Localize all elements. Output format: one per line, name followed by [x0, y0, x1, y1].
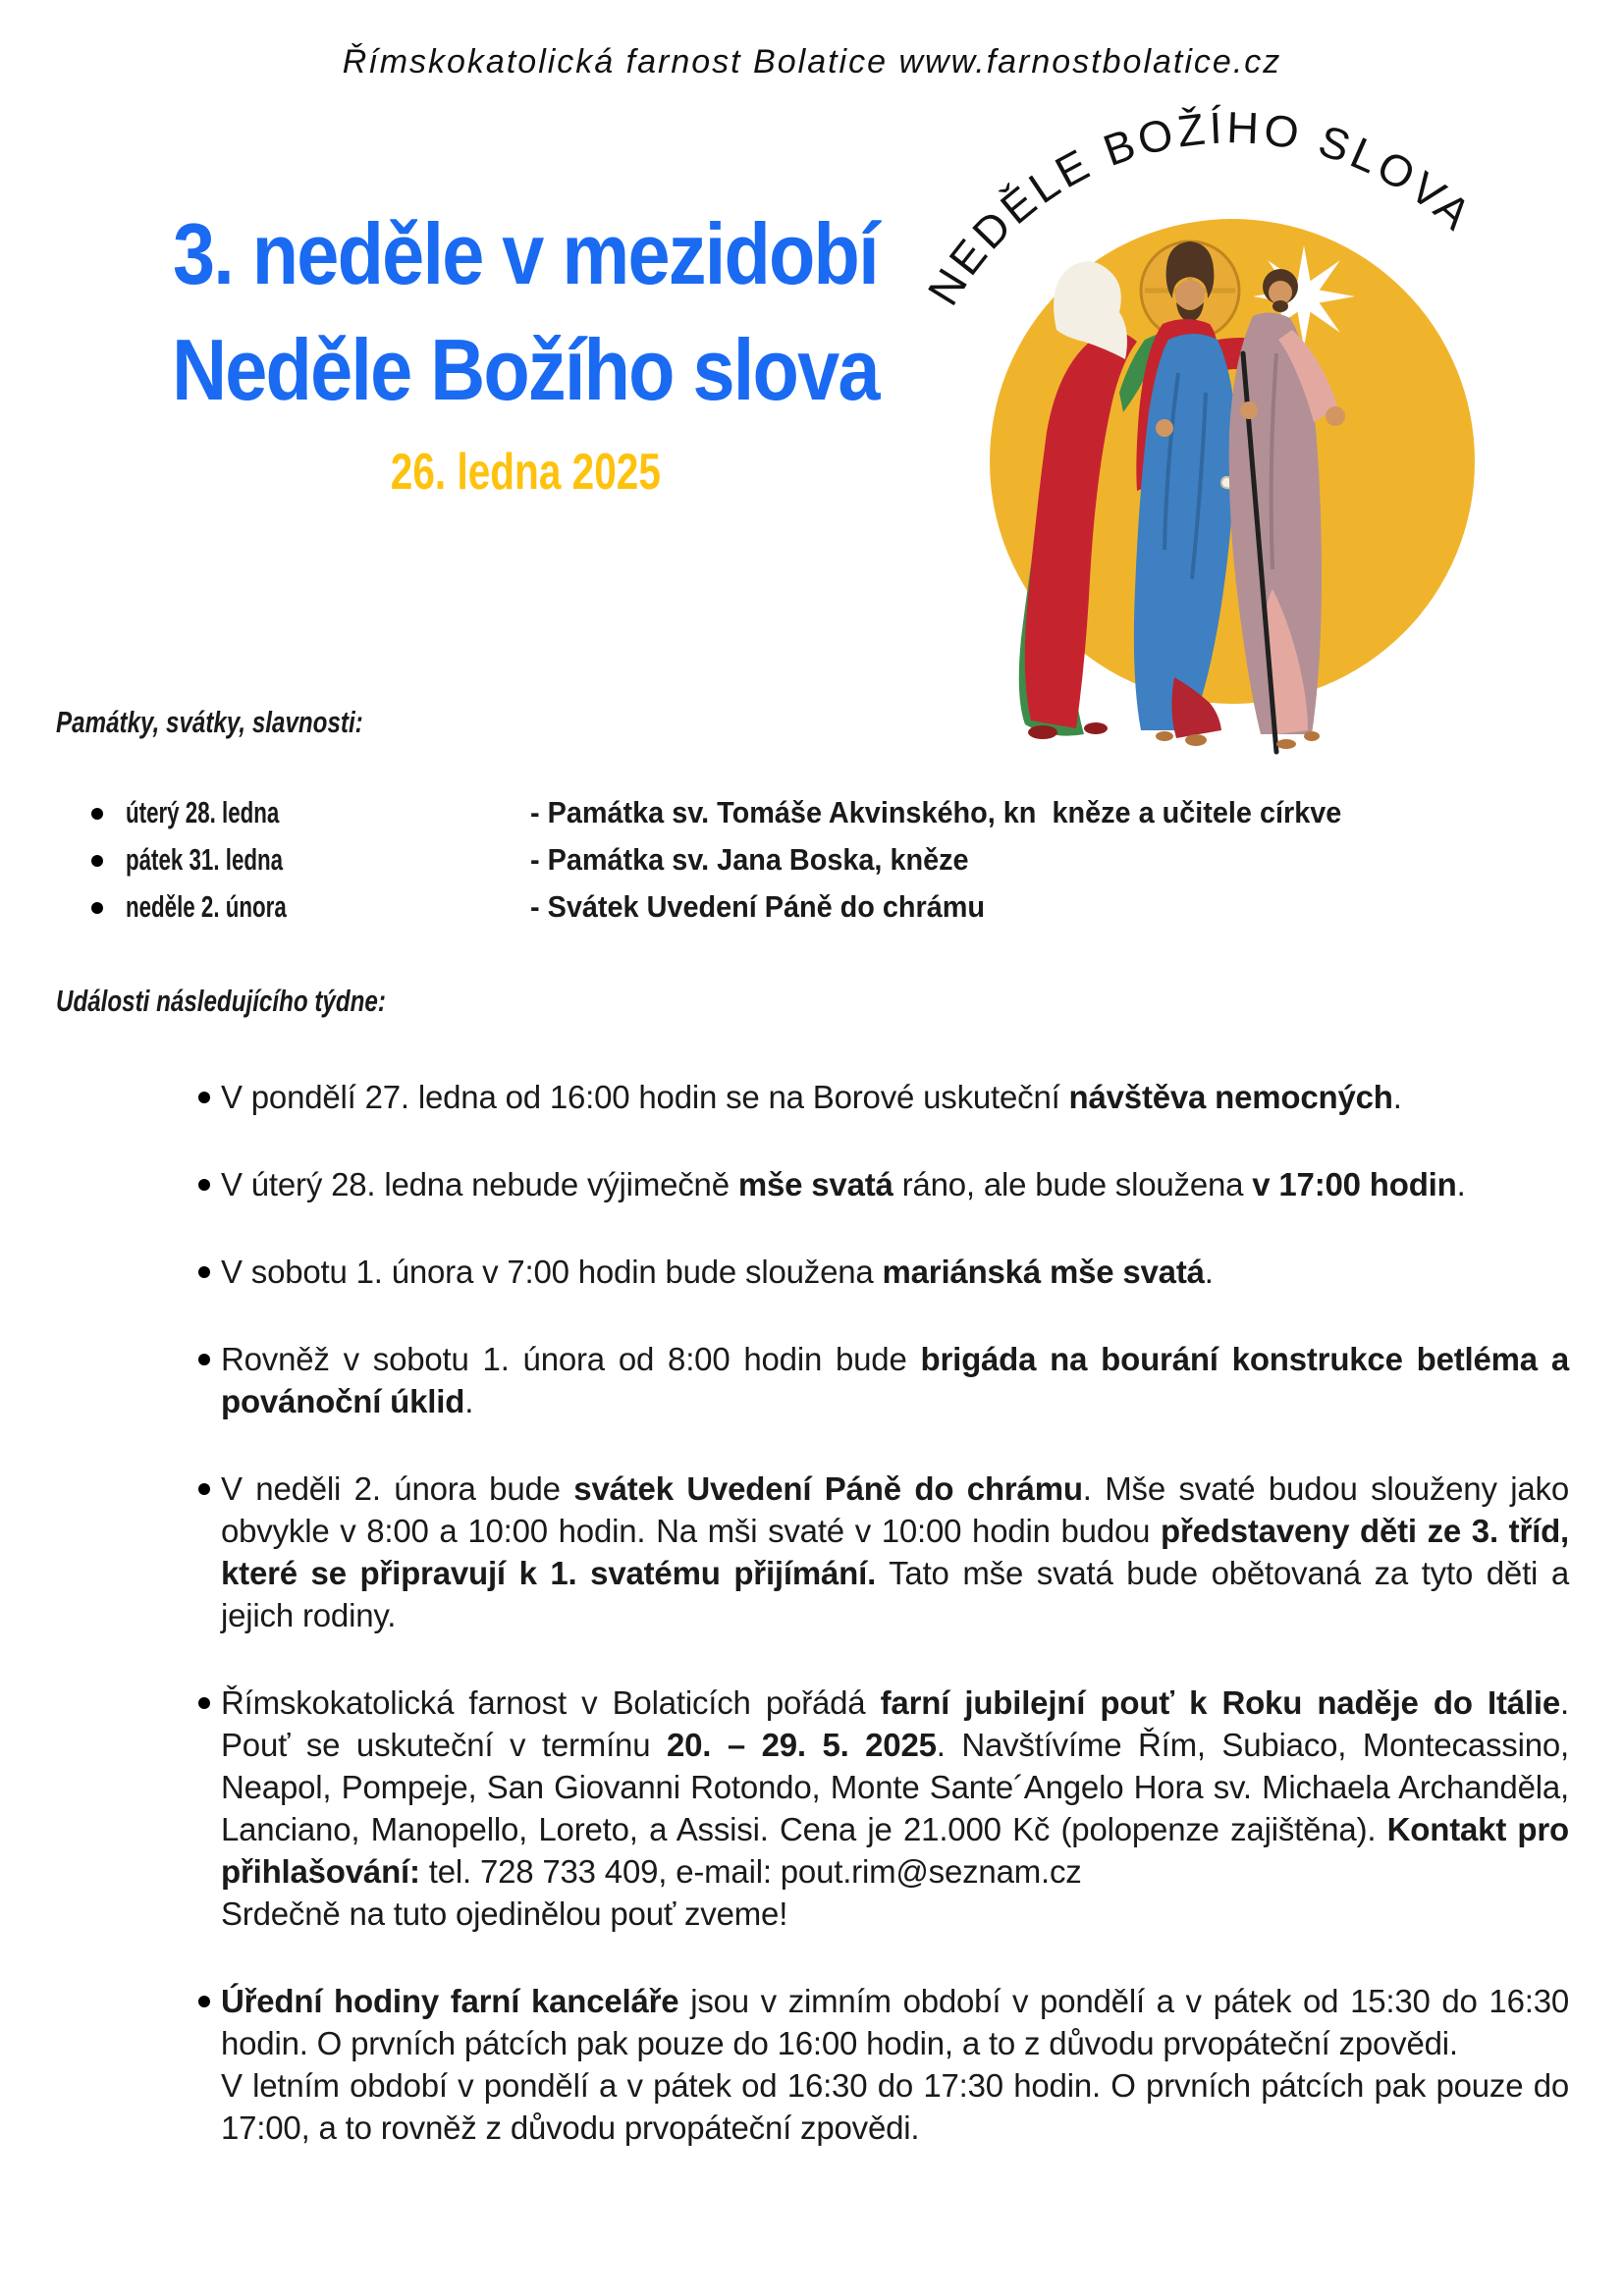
memorials-heading: Památky, svátky, slavnosti:: [56, 705, 363, 739]
event-item: Úřední hodiny farní kanceláře jsou v zimním období v pondělí a v pátek od 15:30 do 16:30 hodin. O prvních pátcích pak pouze do 16:00 hodin, a to z důvodu prvopáteční zpovědi. V letním období v pondělí a v pátek od 16:30 do 17:30 hodin. O prvních pátcích pak pouze do 17:00, a to rovněž z důvodu prvopáteční zpovědi.: [221, 1980, 1569, 2149]
date-text: 26. ledna 2025: [390, 444, 661, 501]
memorial-day: neděle 2. února: [126, 889, 287, 924]
memorial-item: [0, 883, 1624, 931]
event-item: Rovněž v sobotu 1. února od 8:00 hodin bude brigáda na bourání konstrukce betléma a povánoční úklid.: [221, 1338, 1569, 1422]
title-block: [39, 196, 1011, 503]
sunday-of-gods-word-logo: [903, 93, 1571, 771]
memorial-list: [0, 789, 1624, 931]
page-title-line2: Neděle Božího slova: [172, 321, 879, 418]
event-item: V úterý 28. ledna nebude výjimečně mše svatá ráno, ale bude sloužena v 17:00 hodin.: [221, 1163, 1569, 1205]
memorial-desc: - Památka sv. Jana Boska, kněze: [530, 842, 969, 877]
event-item: V sobotu 1. února v 7:00 hodin bude sloužena mariánská mše svatá.: [221, 1251, 1569, 1293]
event-item: V pondělí 27. ledna od 16:00 hodin se na Borové uskuteční návštěva nemocných.: [221, 1076, 1569, 1118]
event-item: V neděli 2. února bude svátek Uvedení Páně do chrámu. Mše svaté budou slouženy jako obvykle v 8:00 a 10:00 hodin. Na mši svaté v 10:00 hodin budou představeny děti ze 3. tříd, které se připravují k 1. svatému přijímání. Tato mše svatá bude obětovaná za tyto děti a jejich rodiny.: [221, 1468, 1569, 1636]
event-item: Římskokatolická farnost v Bolaticích pořádá farní jubilejní pouť k Roku naděje do Itálie. Pouť se uskuteční v termínu 20. – 29. 5. 2025. Navštívíme Řím, Subiaco, Montecassino, Neapol, Pompeje, San Giovanni Rotondo, Monte Sante´Angelo Hora sv. Michaela Archanděla, Lanciano, Manopello, Loreto, a Assisi. Cena je 21.000 Kč (polopenze zajištěna). Kontakt pro přihlašování: tel. 728 733 409, e-mail: pout.rim@seznam.cz Srdečně na tuto ojedinělou pouť zveme!: [221, 1682, 1569, 1935]
memorial-day: pátek 31. ledna: [126, 842, 284, 877]
logo-arc-text: NEDĚLE BOŽÍHO SLOVA: [917, 102, 1484, 314]
page-title-line1: 3. neděle v mezidobí: [173, 205, 878, 302]
bullet-icon: [91, 855, 103, 867]
bullet-icon: [91, 808, 103, 820]
events-list: [0, 1076, 1624, 2194]
memorial-item: [0, 836, 1624, 883]
parish-header: Římskokatolická farnost Bolatice www.farnostbolatice.cz: [342, 43, 1282, 80]
memorial-item: [0, 789, 1624, 836]
memorial-desc: - Svátek Uvedení Páně do chrámu: [530, 889, 986, 924]
bullet-icon: [91, 902, 103, 914]
events-heading: Události následujícího týdne:: [56, 984, 386, 1018]
memorial-desc: - Památka sv. Tomáše Akvinského, kn kněze a učitele církve: [530, 795, 1342, 829]
memorial-day: úterý 28. ledna: [126, 795, 280, 829]
